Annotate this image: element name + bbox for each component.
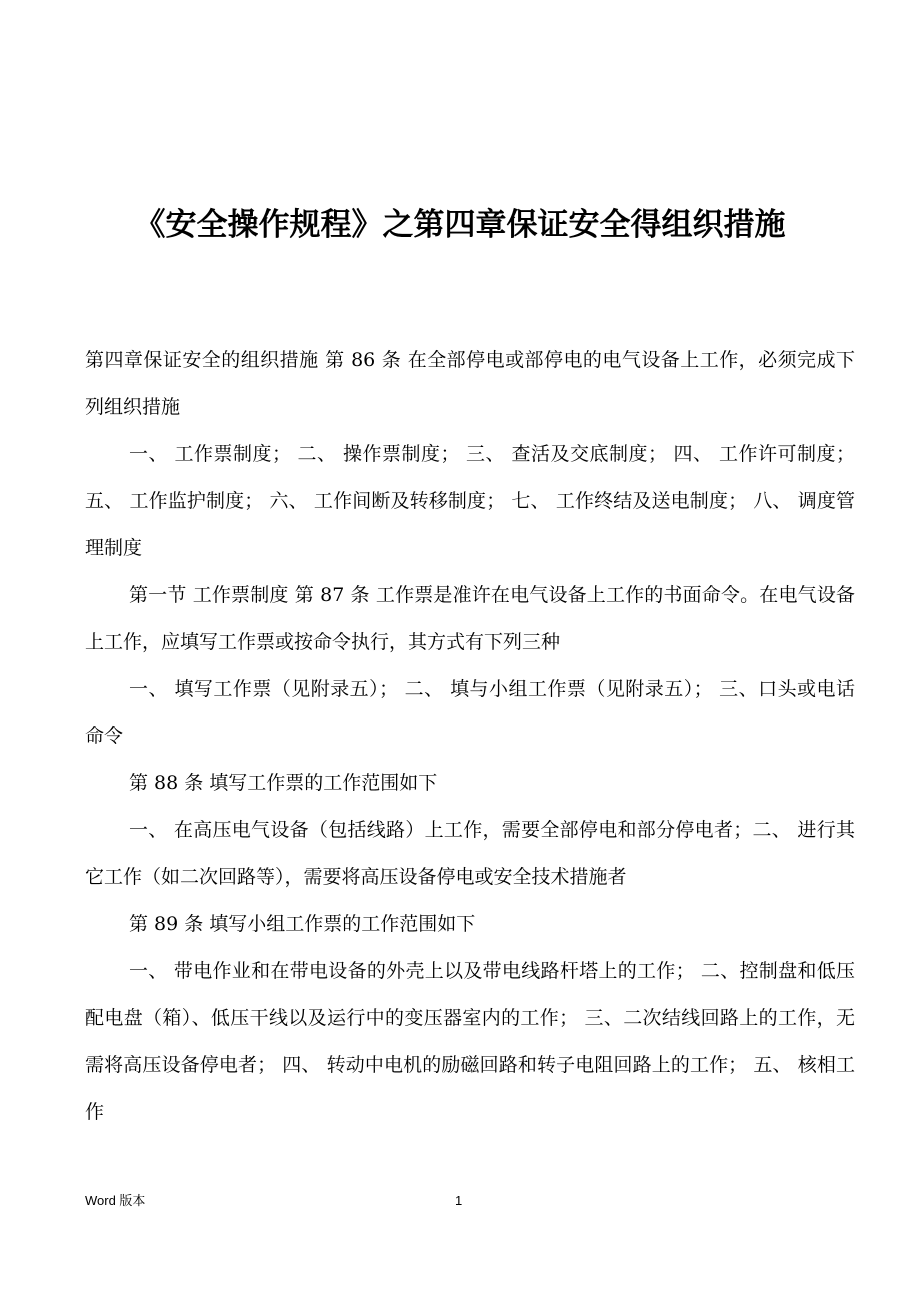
- paragraph-measures-list: 一、 工作票制度； 二、 操作票制度； 三、 查活及交底制度； 四、 工作许可制度； 五、 工作监护制度； 六、 工作间断及转移制度； 七、 工作终结及送电制度； 八、 调度管理制度: [85, 443, 855, 559]
- paragraph-chapter-intro: 第四章保证安全的组织措施 第 86 条 在全部停电或部停电的电气设备上工作，必须完成下列组织措施: [85, 349, 855, 418]
- document-title: 《安全操作规程》之第四章保证安全得组织措施: [134, 207, 786, 243]
- page-number: 1: [455, 1193, 463, 1208]
- paragraph-article-89: 第 89 条 填写小组工作票的工作范围如下: [129, 913, 476, 935]
- footer-version-label: Word 版本: [85, 1193, 146, 1208]
- paragraph-article-89-scope: 一、 带电作业和在带电设备的外壳上以及带电线路杆塔上的工作； 二、控制盘和低压配电盘（箱）、低压干线以及运行中的变压器室内的工作； 三、二次结线回路上的工作，无需将高压设备停电者； 四、 转动中电机的励磁回路和转子电阻回路上的工作； 五、 核相工作: [85, 960, 855, 1123]
- paragraph-section-one: 第一节 工作票制度 第 87 条 工作票是准许在电气设备上工作的书面命令。在电气设备上工作，应填写工作票或按命令执行，其方式有下列三种: [85, 584, 855, 653]
- paragraph-ticket-methods: 一、 填写工作票（见附录五）； 二、 填与小组工作票（见附录五）； 三、口头或电话命令: [85, 678, 855, 747]
- paragraph-article-88-scope: 一、 在高压电气设备（包括线路）上工作，需要全部停电和部分停电者；二、 进行其它工作（如二次回路等），需要将高压设备停电或安全技术措施者: [85, 819, 855, 888]
- paragraph-article-88: 第 88 条 填写工作票的工作范围如下: [129, 772, 438, 794]
- document-body: [85, 337, 855, 1136]
